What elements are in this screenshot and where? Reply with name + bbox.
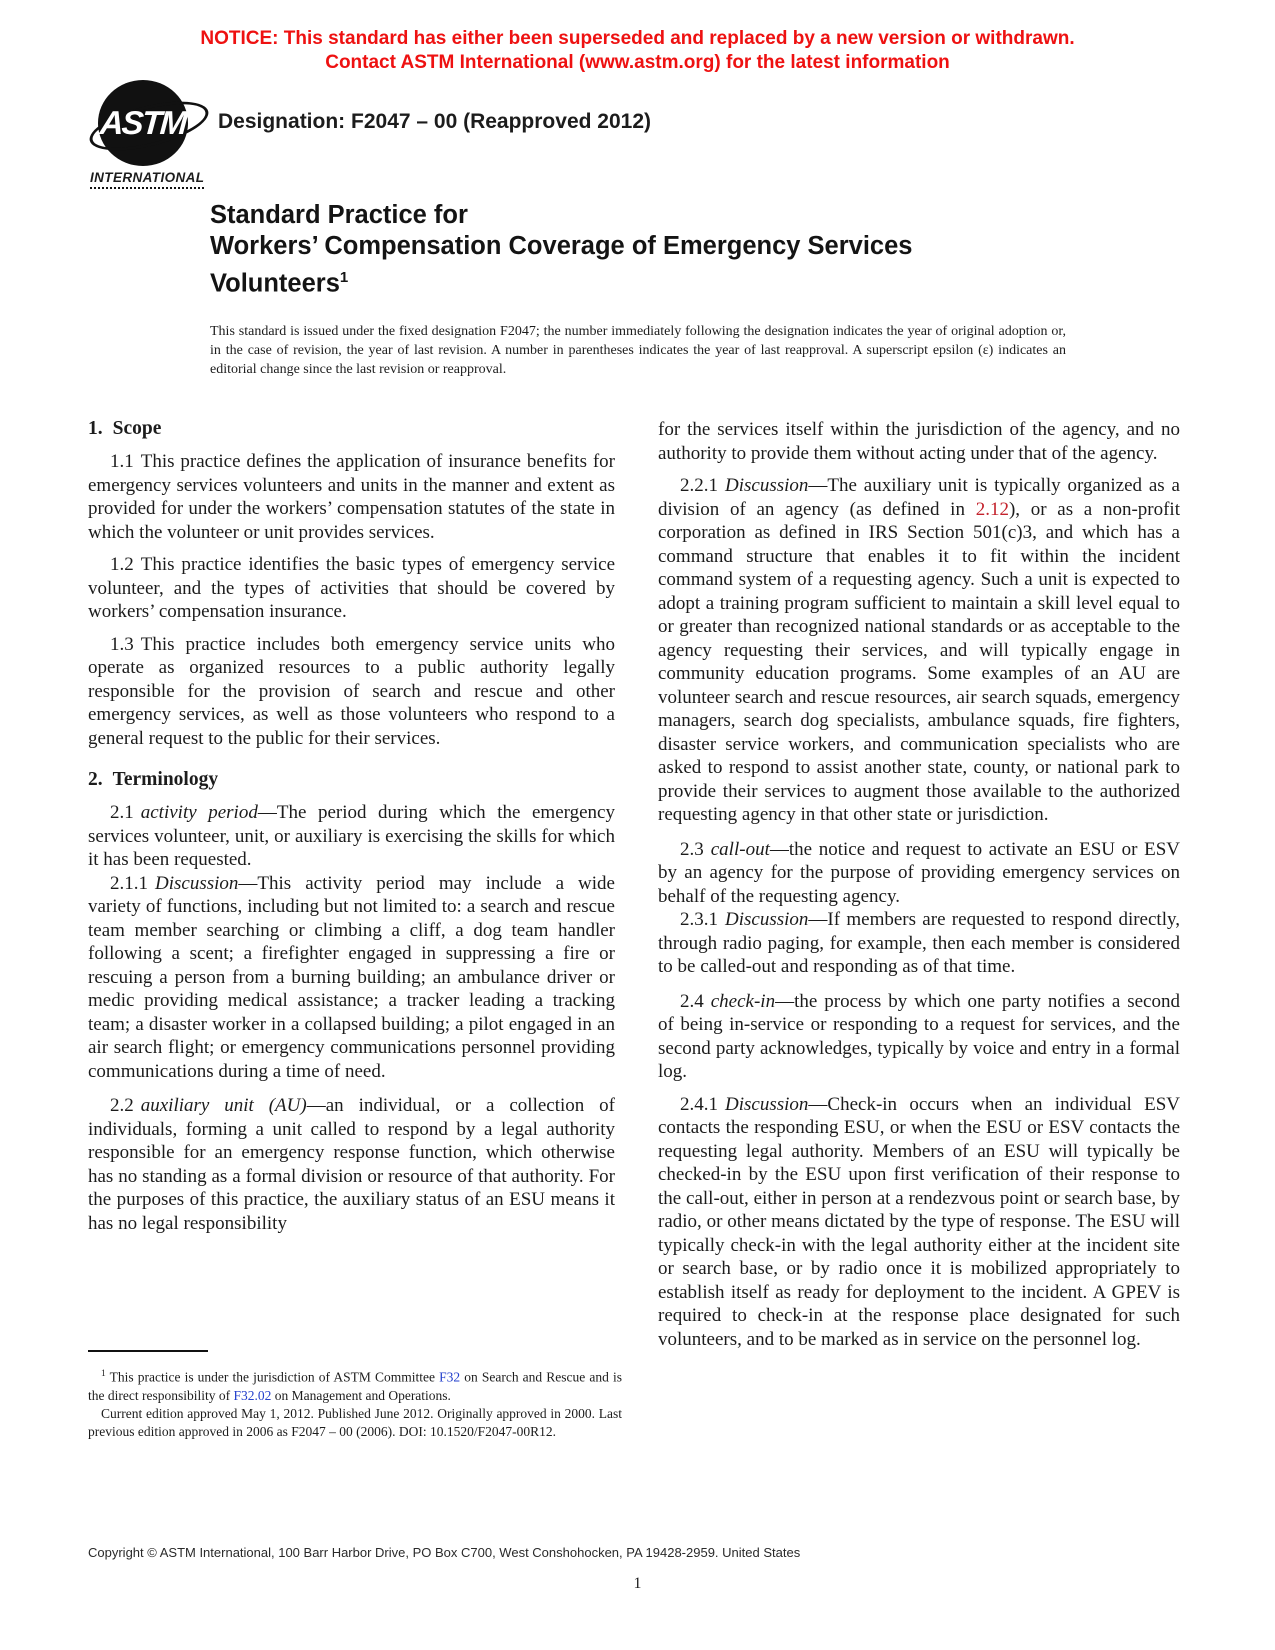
terminology-heading-label: Terminology [112,769,219,790]
document-title [210,200,1070,300]
paragraph-2-1: 2.1 activity period—The period during which the emergency services volunteer, unit, or auxiliary is exercising the skills for which it has been requested. [88,802,615,870]
scope-heading-label: Scope [112,418,162,439]
astm-globe-icon [98,80,188,166]
title-line-3: Volunteers$^1$ [210,269,349,298]
paragraph-2-1-1: 2.1.1 Discussion—This activity period may include a wide variety of functions, including but not limited to: a search and rescue team member searching or climbing a cliff, a dog team handler following a scent; a firefighter engaged in suppressing a fire or rescuing a person from a burning building; an ambulance driver or medic providing medical assistance; a tracker leading a tracking team; a disaster worker in a collapsed building; a pilot engaged in an air search flight; or emergency communications personnel providing communications during a time of need. [88,872,615,1082]
footnote-edition: Current edition approved May 1, 2012. Published June 2012. Originally approved in 2000. Last previous edition approved in 2006 as F2047 – 00 (2006). DOI: 10.1520/F2047-00R12. [88,1405,622,1439]
paragraph-1-3: 1.3 This practice includes both emergency service units who operate as organized resources to a public authority legally responsible for the provision of search and rescue and other emergency services, as well as those volunteers who respond to a general request to the public for their services. [88,633,615,749]
paragraph-2-2-1: 2.2.1 Discussion—The auxiliary unit is typically organized as a division of an agency (as defined in 2.12), or as a non-profit corporation as defined in IRS Section 501(c)3, and which has a command structure that enables it to fit within the incident command system of a requesting agency. Such a unit is expected to adopt a training program sufficient to maintain a skill level equal to or greater than recognized national standards or as acceptable to the agency requesting their services, and will typically engage in community education programs. Some examples of an AU are volunteer search and rescue resources, air search squads, emergency managers, search dog specialists, ambulance squads, fire fighters, disaster service workers, and communication specialists who are asked to respond to assist another state, county, or national park to provide their services to augment those available to the authorized requesting agency in that other state or jurisdiction. [658,475,1180,825]
footnote-rule [88,1350,208,1352]
notice-line-2: Contact ASTM International (www.astm.org) for the latest information [325,52,950,73]
terminology-heading [88,769,615,791]
copyright-line: Copyright © ASTM International, 100 Barr Harbor Drive, PO Box C700, West Conshohocken, PA 19428-2959. United States [88,1545,801,1560]
right-column [658,418,1180,1360]
paragraph-2-4-1: 2.4.1 Discussion—Check-in occurs when an individual ESV contacts the responding ESU, or when the ESU or ESV contacts the requesting legal authority. Members of an ESU will typically be checked-in by the ESU upon first verification of their response to the call-out, either in person at a rendezvous point or search base, by radio, or other means dictated by the type of response. The ESU will typically check-in with the legal authority either at the incident site or search base, or by radio once it is mobilized appropriately to establish itself as ready for deployment to the incident. A GPEV is required to check-in at the response place designated for such volunteers, and to be marked as in service on the personnel log. [658,1093,1180,1350]
footnote-jurisdiction: $^1$ This practice is under the jurisdiction of ASTM Committee F32 on Search and Rescue and is the direct responsibility of F32.02 on Management and Operations. [88,1369,622,1403]
title-footnote-ref: 1 [339,269,349,286]
paragraph-1-2: 1.2 This practice identifies the basic types of emergency service volunteer, and the types of activities that should be covered by workers’ compensation insurance. [88,554,615,622]
terminology-heading-number: 2. [88,769,103,790]
subcommittee-f32-02-link[interactable]: F32.02 [233,1387,272,1403]
superseded-notice [0,27,1275,75]
designation-line: Designation: F2047 – 00 (Reapproved 2012) [218,110,651,133]
astm-logo-text: ASTM [98,104,188,141]
notice-line-1: NOTICE: This standard has either been superseded and replaced by a new version or withdrawn. [200,28,1075,49]
astm-logo [90,80,210,189]
left-column [88,418,615,1244]
title-line-2: Workers’ Compensation Coverage of Emergency Services [210,232,913,260]
issued-statement: This standard is issued under the fixed designation F2047; the number immediately following the designation indicates the year of original adoption or, in the case of revision, the year of last revision. A number in parentheses indicates the year of last reapproval. A superscript epsilon (ε) indicates an editorial change since the last revision or reapproval. [210,324,1066,377]
paragraph-2-2-continued: for the services itself within the jurisdiction of the agency, and no authority to provide them without acting under that of the agency. [658,419,1180,464]
astm-logo-subtext: INTERNATIONAL [90,170,204,189]
committee-f32-link[interactable]: F32 [439,1369,461,1385]
paragraph-2-4: 2.4 check-in—the process by which one party notifies a second of being in-service or responding to a request for services, and the second party acknowledges, typically by voice and entry in a formal log. [658,990,1180,1082]
scope-heading [88,418,615,440]
page-number: 1 [633,1575,642,1592]
title-line-1: Standard Practice for [210,201,468,229]
paragraph-1-1: 1.1 This practice defines the application of insurance benefits for emergency services volunteers and units in the manner and extent as provided for under the workers’ compensation statutes of the state in which the volunteer or unit provides services. [88,451,615,543]
scope-heading-number: 1. [88,418,103,439]
paragraph-2-3: 2.3 call-out—the notice and request to activate an ESU or ESV by an agency for the purpose of providing emergency services on behalf of the requesting agency. [658,838,1180,907]
paragraph-2-3-1: 2.3.1 Discussion—If members are requested to respond directly, through radio paging, for example, then each member is considered to be called-out and responding as of that time. [658,909,1180,977]
paragraph-2-2: 2.2 auxiliary unit (AU)—an individual, or a collection of individuals, forming a unit called to respond by a legal authority responsible for an emergency response function, which otherwise has no standing as a formal division or resource of that authority. For the purposes of this practice, the auxiliary status of an ESU means it has no legal responsibility [88,1095,616,1234]
footnote-block [88,1350,622,1441]
section-2-12-reference-link[interactable]: 2.12 [975,498,1009,520]
